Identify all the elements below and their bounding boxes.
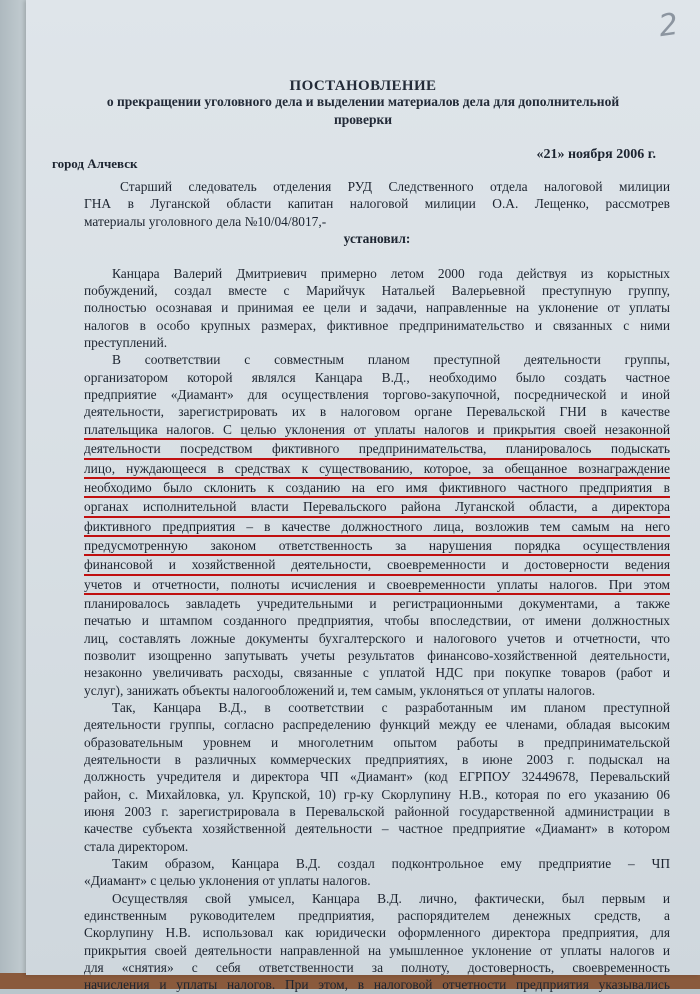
underlined-text-line: финансовой и хозяйственной деятельности, своевременности и достоверности ведения (84, 556, 670, 575)
text-line: Осуществляя свой умысел, Канцара В.Д. лично, фактически, был первым и (112, 890, 670, 906)
text-line: для «снятия» с себя ответственности за полноту, достоверность, своевременность (84, 960, 670, 976)
text-line: незаконно увеличивать расходы, связанные с уплатой НДС при покупке товаров (работ и (84, 665, 670, 681)
text-line: печатью и штампом созданного предприятия, чтобы впоследствии, от имени должностных (84, 613, 670, 629)
text-line: должность учредителя и директора ЧП «Диамант» (код ЕГРПОУ 32449678, Перевальский (84, 769, 670, 785)
text-line: позволит изощренно запутывать учеты результатов финансово-хозяйственной деятельности, (84, 647, 670, 663)
text-line: услуг), занижать объекты налогообложений и, тем самым, уклоняться от уплаты налогов. (84, 682, 596, 698)
underlined-text-line: предусмотренную законом ответственность за нарушения порядка осуществления (84, 537, 670, 556)
document-date: «21» ноября 2006 г. (536, 147, 656, 162)
underlined-text-line: необходимо было склонить к созданию на его имя фиктивного частного предприятия в (84, 479, 670, 498)
text-line: деятельности, зарегистрировать их в налоговом органе Перевальской ГНИ в качестве (84, 404, 670, 420)
document-title: ПОСТАНОВЛЕНИЕ (289, 78, 437, 94)
underlined-text-line: лицо, нуждающееся в средствах к существованию, которое, за обещанное вознаграждение (84, 460, 670, 479)
section-heading: установил: (343, 231, 411, 247)
text-line: деятельности группы, согласно распределению функций между ее членами, обладая высоким (84, 717, 670, 733)
text-line: планировалось завладеть учредительными и регистрационными документами, а также (84, 595, 670, 611)
text-line: прикрытия своей деятельности направленной на умышленное уклонение от уплаты налогов и (84, 942, 670, 958)
city: город Алчевск (52, 156, 138, 171)
page-number: 2 (656, 6, 681, 45)
text-line: образовательным уровнем и многолетним опытом работы в предпринимательской (84, 734, 670, 750)
text-line: Старший следователь отделения РУД Следственного отдела налоговой милиции (120, 179, 670, 194)
document-page (26, 0, 700, 993)
text-line: качестве субъекта хозяйственной деятельности – частное предприятие «Диамант» в котором (84, 821, 670, 837)
text-line: деятельности в различных коммерческих предприятиях, в июне 2003 г. подыскал на (84, 752, 670, 767)
text-line: побуждений, создал вместе с Марийчук Натальей Валерьевной преступную группу, (84, 283, 670, 299)
document-body (84, 178, 670, 994)
text-line: Скорлупину Н.В. использовал как юридически оформленного директора предприятия, для (84, 925, 670, 941)
underlined-text-line: органах исполнительной власти Перевальского района Луганской области, а директора (84, 498, 670, 517)
text-line: предприятие «Диамант» для осуществления торгово-закупочной, посреднической и иной (84, 387, 670, 403)
text-line: материалы уголовного дела №10/04/8017,- (84, 213, 327, 229)
underlined-text-line: учетов и отчетности, полноты исчисления и своевременности уплаты налогов. При этом (84, 576, 670, 595)
underlined-text-line: фиктивного предприятия – в качестве должностного лица, возложив тем самым на него (84, 518, 670, 537)
text-line: район, с. Михайловка, ул. Крупской, 10) гр-ку Скорлупину Н.В., которая по его указанию 06 (84, 786, 670, 802)
text-line: преступлений. (84, 335, 168, 351)
text-line: Канцара Валерий Дмитриевич примерно летом 2000 года действуя из корыстных (112, 265, 670, 281)
text-line: ГНА в Луганской области капитан налоговой милиции О.А. Лещенко, рассмотрев (84, 196, 670, 212)
text-line: единственным руководителем предприятия, распорядителем денежных средств, а (84, 908, 670, 924)
document-subtitle-cont: проверки (333, 112, 393, 127)
text-line: организатором которой являлся Канцара В.Д., необходимо было создать частное (84, 369, 670, 385)
spacer (84, 247, 670, 264)
text-line: налогов в особо крупных размерах, фиктивное предпринимательство и связанных с ними (84, 317, 670, 333)
underlined-text-line: плательщика налогов. С целью уклонения от уплаты налогов и прикрытия своей незаконной (84, 421, 670, 440)
text-line: полностью осознавая и принимая ее цели и задачи, направленные на уклонение от уплаты (84, 300, 670, 316)
underlined-text-line: деятельности посредством фиктивного предпринимательства, планировалось подыскать (84, 440, 670, 459)
text-line: Таким образом, Канцара В.Д. создал подконтрольное ему предприятие – ЧП (112, 856, 670, 872)
text-line: начисления и уплаты налогов. При этом, в налоговой отчетности предприятия указывались (84, 977, 670, 993)
text-line: Так, Канцара В.Д., в соответствии с разработанным им планом преступной (112, 699, 670, 715)
text-line: «Диамант» с целью уклонения от уплаты налогов. (84, 873, 371, 889)
document-subtitle: о прекращении уголовного дела и выделении материалов дела для дополнительной (106, 94, 620, 109)
text-line: лиц, составлять ложные документы бухгалтерского и налогового учетов и отчетности, что (84, 630, 670, 646)
text-line: В соответствии с совместным планом преступной деятельности группы, (112, 352, 670, 368)
text-line: июня 2003 г. зарегистрировала в Перевальской районной государственной администрации в (84, 804, 670, 820)
text-line: стала директором. (84, 838, 189, 854)
